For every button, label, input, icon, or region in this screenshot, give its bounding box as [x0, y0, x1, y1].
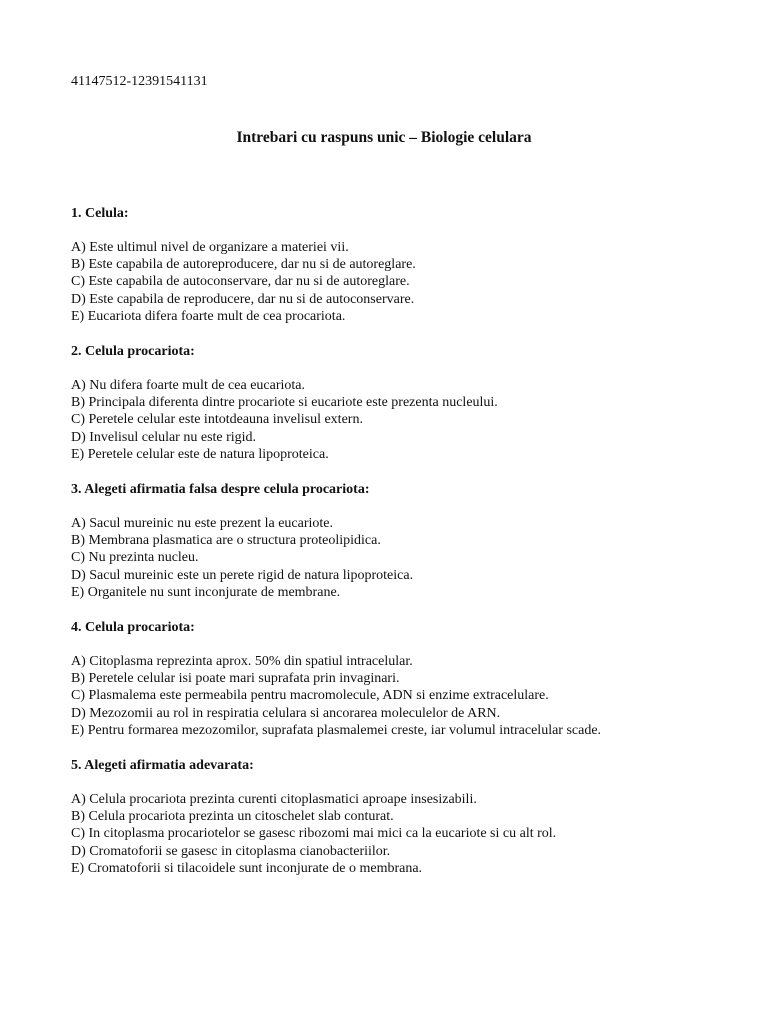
- answer-option: C) Este capabila de autoconservare, dar nu si de autoreglare.: [71, 274, 410, 290]
- question-heading: 1. Celula:: [71, 206, 129, 221]
- answer-option: A) Sacul mureinic nu este prezent la eucariote.: [71, 516, 333, 532]
- question-block: [71, 757, 751, 877]
- answer-option: A) Nu difera foarte mult de cea eucariota.: [71, 378, 305, 394]
- question-block: [71, 343, 751, 463]
- question-heading: 3. Alegeti afirmatia falsa despre celula procariota:: [71, 482, 370, 498]
- answer-option: C) In citoplasma procariotelor se gasesc ribozomi mai mici ca la eucariote si cu alt rol.: [71, 826, 557, 842]
- answer-option: E) Organitele nu sunt inconjurate de membrane.: [71, 584, 341, 600]
- question-list: [71, 205, 751, 895]
- answer-option: E) Eucariota difera foarte mult de cea procariota.: [71, 308, 346, 324]
- question-block: [71, 481, 751, 601]
- answer-option: D) Mezozomii au rol in respiratia celulara si ancorarea moleculelor de ARN.: [71, 705, 501, 721]
- answer-option: B) Principala diferenta dintre procariote si eucariote este prezenta nucleului.: [71, 395, 498, 411]
- answer-option: E) Peretele celular este de natura lipoproteica.: [71, 446, 329, 462]
- question-heading: 5. Alegeti afirmatia adevarata:: [71, 758, 254, 774]
- question-block: [71, 619, 751, 739]
- question-block: [71, 205, 751, 325]
- question-heading: 4. Celula procariota:: [71, 620, 195, 636]
- document-title: Intrebari cu raspuns unic – Biologie celulara: [236, 129, 532, 146]
- answer-option: B) Celula procariota prezinta un citoschelet slab conturat.: [71, 809, 394, 825]
- answer-list: [71, 791, 751, 877]
- answer-list: [71, 653, 751, 739]
- answer-option: E) Pentru formarea mezozomilor, suprafata plasmalemei creste, iar volumul intracelular scade.: [71, 722, 602, 738]
- answer-option: A) Citoplasma reprezinta aprox. 50% din spatiul intracelular.: [71, 654, 413, 670]
- answer-option: A) Celula procariota prezinta curenti citoplasmatici aproape insesizabili.: [71, 792, 477, 808]
- answer-list: [71, 377, 751, 463]
- answer-option: B) Peretele celular isi poate mari suprafata prin invaginari.: [71, 671, 400, 687]
- answer-option: B) Membrana plasmatica are o structura proteolipidica.: [71, 533, 381, 549]
- answer-option: D) Sacul mureinic este un perete rigid de natura lipoproteica.: [71, 567, 414, 583]
- answer-option: D) Cromatoforii se gasesc in citoplasma cianobacteriilor.: [71, 843, 391, 859]
- answer-list: [71, 515, 751, 601]
- answer-option: E) Cromatoforii si tilacoidele sunt inconjurate de o membrana.: [71, 860, 423, 876]
- answer-option: D) Este capabila de reproducere, dar nu si de autoconservare.: [71, 291, 415, 307]
- question-heading: 2. Celula procariota:: [71, 344, 195, 360]
- answer-option: C) Nu prezinta nucleu.: [71, 550, 199, 566]
- answer-option: C) Plasmalema este permeabila pentru macromolecule, ADN si enzime extracelulare.: [71, 688, 549, 704]
- document-id: 41147512-12391541131: [71, 74, 208, 89]
- answer-option: A) Este ultimul nivel de organizare a materiei vii.: [71, 240, 349, 255]
- answer-option: C) Peretele celular este intotdeauna invelisul extern.: [71, 412, 363, 428]
- answer-option: B) Este capabila de autoreproducere, dar nu si de autoreglare.: [71, 257, 416, 273]
- answer-option: D) Invelisul celular nu este rigid.: [71, 429, 257, 445]
- answer-list: [71, 239, 751, 325]
